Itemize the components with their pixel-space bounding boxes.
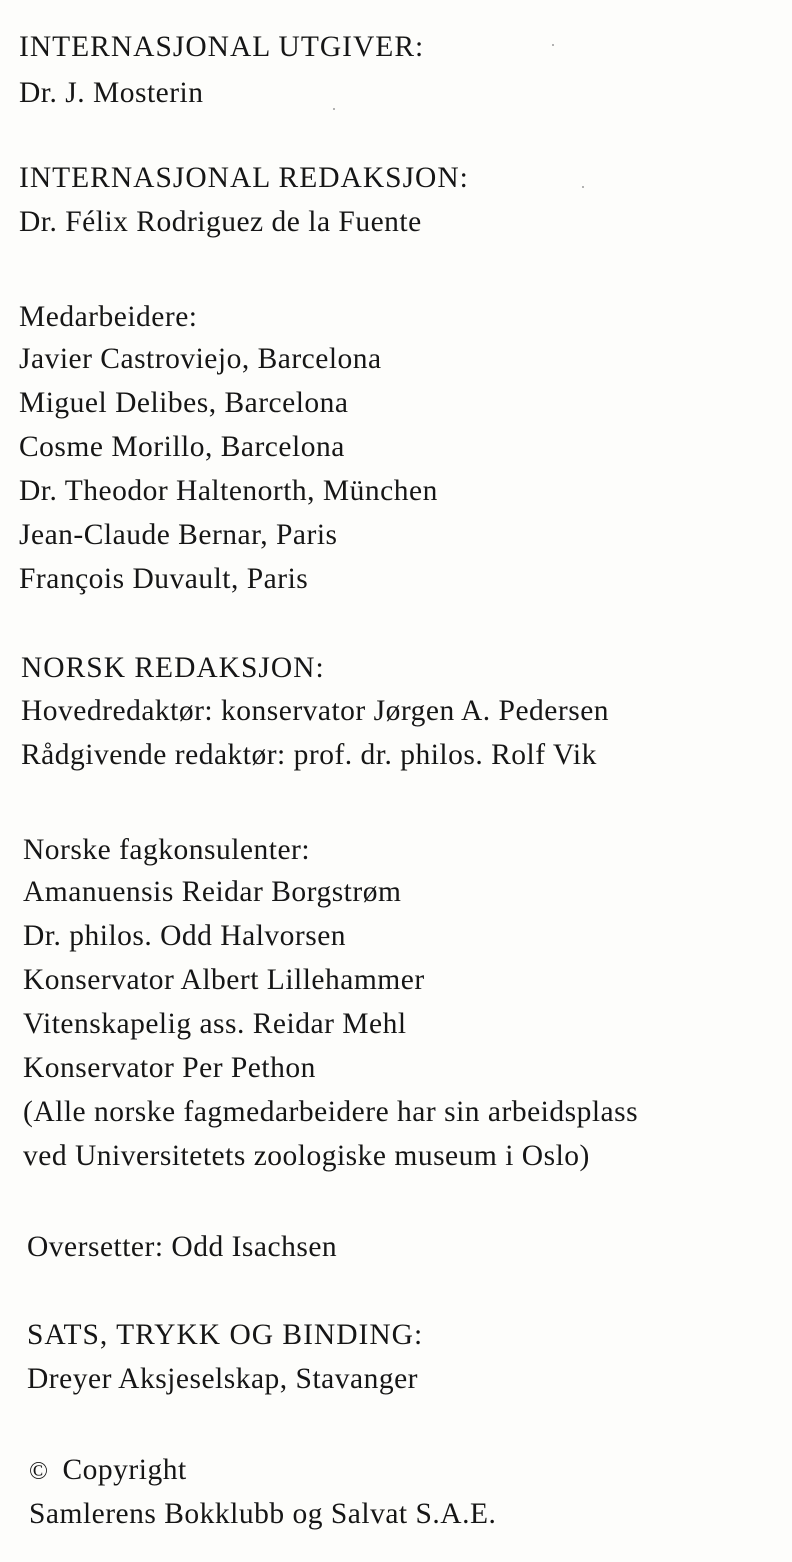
contributors-heading: Medarbeidere: (19, 301, 198, 333)
consultant-item: Konservator Per Pethon (23, 1052, 316, 1084)
contributor-item: Javier Castroviejo, Barcelona (19, 343, 382, 375)
contributor-item: Dr. Theodor Haltenorth, München (19, 475, 438, 507)
norwegian-consultants-heading: Norske fagkonsulenter: (23, 834, 311, 866)
scan-speck (582, 186, 584, 188)
copyright-label: Copyright (62, 1454, 187, 1486)
norwegian-editorial-heading: NORSK REDAKSJON: (21, 652, 325, 684)
consultant-item: Dr. philos. Odd Halvorsen (23, 920, 347, 952)
consultant-item: Amanuensis Reidar Borgstrøm (23, 876, 402, 908)
printing-name: Dreyer Aksjeselskap, Stavanger (27, 1363, 419, 1395)
copyright-holder: Samlerens Bokklubb og Salvat S.A.E. (29, 1498, 497, 1530)
contributor-item: François Duvault, Paris (19, 563, 309, 595)
copyright-symbol: © (29, 1458, 49, 1485)
contributor-item: Miguel Delibes, Barcelona (19, 387, 349, 419)
scan-speck (333, 108, 335, 110)
consultants-note-line: ved Universitetets zoologiske museum i Oslo) (23, 1140, 590, 1172)
consultant-item: Konservator Albert Lillehammer (23, 964, 425, 996)
norwegian-editorial-line: Hovedredaktør: konservator Jørgen A. Pedersen (21, 695, 610, 727)
international-editorial-name: Dr. Félix Rodriguez de la Fuente (19, 206, 422, 238)
international-publisher-heading: INTERNASJONAL UTGIVER: (19, 31, 425, 63)
translator-line: Oversetter: Odd Isachsen (27, 1231, 338, 1263)
international-publisher-name: Dr. J. Mosterin (19, 77, 204, 109)
printing-heading: SATS, TRYKK OG BINDING: (27, 1319, 424, 1351)
consultants-note-line: (Alle norske fagmedarbeidere har sin arbeidsplass (23, 1096, 639, 1128)
consultant-item: Vitenskapelig ass. Reidar Mehl (23, 1008, 407, 1040)
international-editorial-heading: INTERNASJONAL REDAKSJON: (19, 162, 469, 194)
norwegian-editorial-line: Rådgivende redaktør: prof. dr. philos. Rolf Vik (21, 739, 597, 771)
scan-speck (552, 44, 554, 46)
contributor-item: Jean-Claude Bernar, Paris (19, 519, 338, 551)
contributor-item: Cosme Morillo, Barcelona (19, 431, 345, 463)
copyright-line (29, 1450, 187, 1492)
